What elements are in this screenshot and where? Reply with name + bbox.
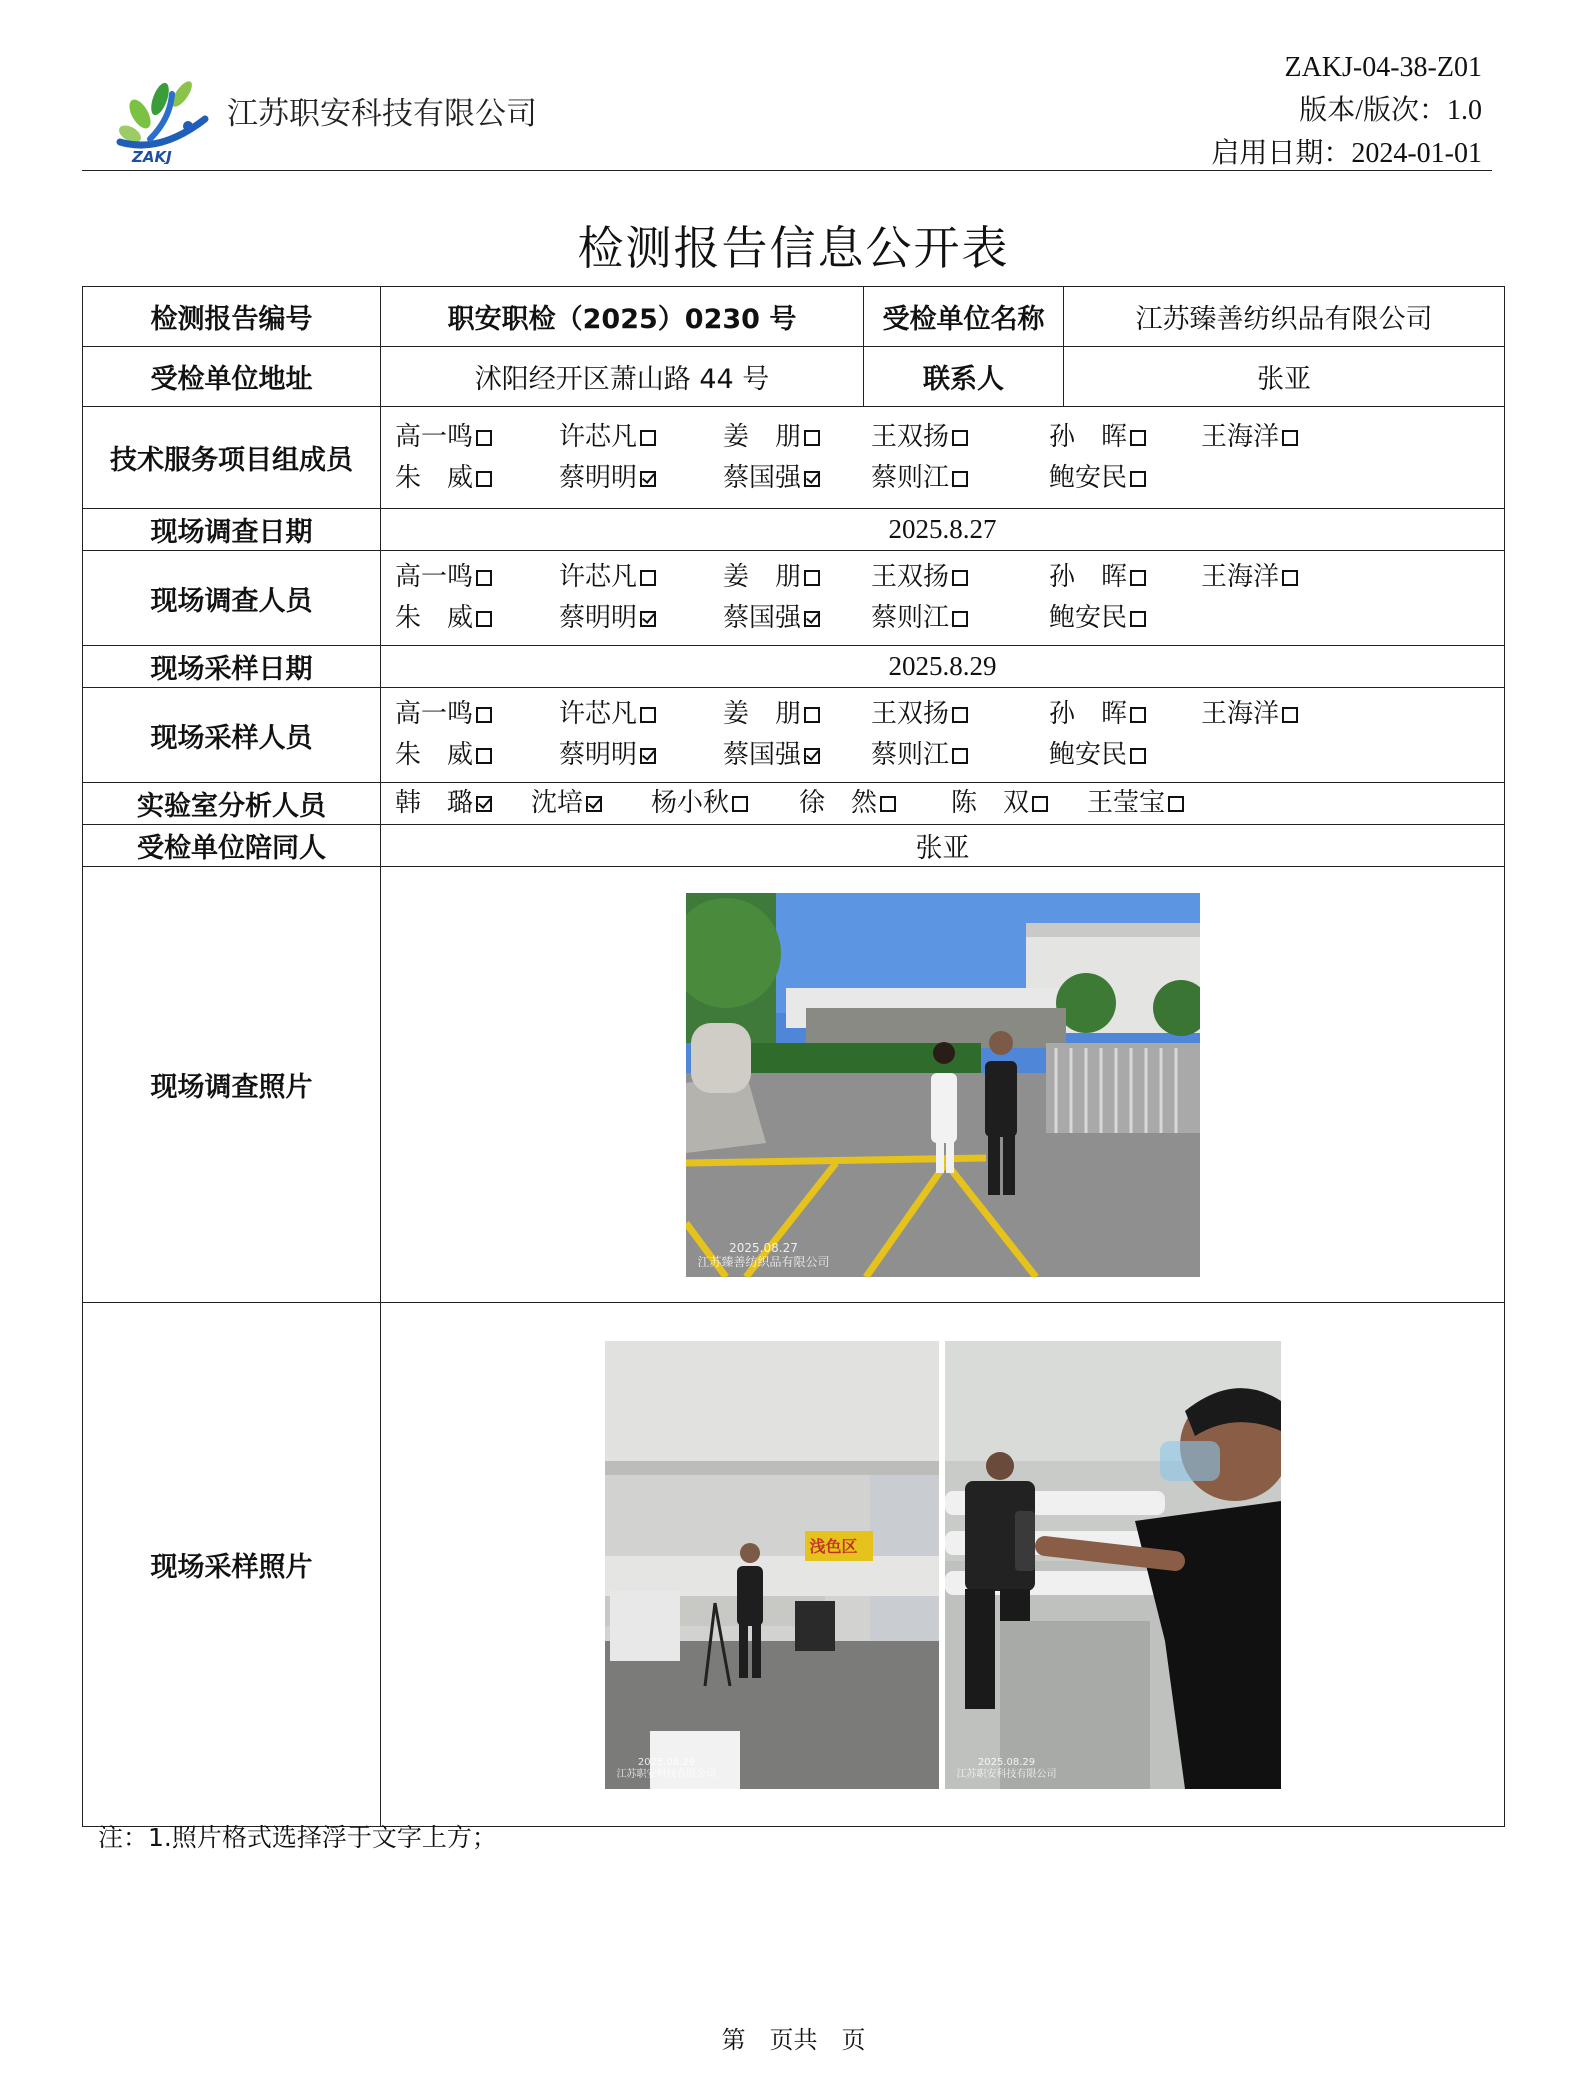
table-row — [83, 1303, 1505, 1827]
checkbox-icon[interactable] — [1130, 430, 1146, 446]
checkbox-checked-icon[interactable] — [586, 796, 602, 812]
checkbox-checked-icon[interactable] — [804, 471, 820, 487]
checkbox-checked-icon[interactable] — [476, 796, 492, 812]
team-label: 技术服务项目组成员 — [83, 407, 381, 509]
staff-name: 王海洋 — [1201, 699, 1280, 729]
checkbox-icon[interactable] — [476, 430, 492, 446]
unit-name-label: 受检单位名称 — [864, 287, 1064, 347]
company-name: 江苏职安科技有限公司 — [227, 96, 537, 132]
checkbox-icon[interactable] — [952, 570, 968, 586]
staff-name: 杨小秋 — [651, 788, 730, 818]
staff-name: 沈培 — [531, 788, 584, 818]
checkbox-icon[interactable] — [1130, 748, 1146, 764]
checkbox-checked-icon[interactable] — [640, 611, 656, 627]
checkbox-icon[interactable] — [732, 796, 748, 812]
staff-name: 许芯凡 — [559, 699, 638, 729]
companion-value: 张亚 — [381, 825, 1505, 867]
staff-name: 高一鸣 — [395, 699, 474, 729]
survey-photo — [686, 893, 1200, 1277]
checkbox-checked-icon[interactable] — [804, 748, 820, 764]
team-members — [381, 407, 1505, 509]
company-logo-icon — [110, 64, 220, 164]
doc-code: ZAKJ-04-38-Z01 — [1284, 52, 1482, 83]
logo-text: ZAKJ — [132, 148, 172, 164]
checkbox-icon[interactable] — [1130, 611, 1146, 627]
table-row — [83, 646, 1505, 688]
staff-name: 蔡国强 — [723, 462, 802, 493]
staff-name: 高一鸣 — [395, 421, 474, 452]
staff-name: 许芯凡 — [559, 562, 638, 592]
table-row — [83, 509, 1505, 551]
checkbox-icon[interactable] — [1130, 471, 1146, 487]
checkbox-icon[interactable] — [640, 707, 656, 723]
staff-name: 蔡国强 — [723, 603, 802, 633]
checkbox-checked-icon[interactable] — [804, 611, 820, 627]
staff-name: 鲍安民 — [1049, 740, 1128, 770]
sampling-staff — [381, 688, 1505, 783]
photo-watermark — [698, 1241, 830, 1269]
staff-name: 鲍安民 — [1049, 462, 1128, 493]
checkbox-icon[interactable] — [1168, 796, 1184, 812]
companion-label: 受检单位陪同人 — [83, 825, 381, 867]
checkbox-icon[interactable] — [1130, 570, 1146, 586]
lab-staff-label: 实验室分析人员 — [83, 783, 381, 825]
staff-name: 蔡明明 — [559, 462, 638, 493]
survey-photo-label: 现场调查照片 — [83, 867, 381, 1303]
sampling-photo-2 — [945, 1341, 1281, 1789]
survey-staff — [381, 551, 1505, 646]
checkbox-icon[interactable] — [476, 611, 492, 627]
staff-name: 王海洋 — [1201, 562, 1280, 592]
sampling-photo-2-image — [945, 1341, 1281, 1789]
checkbox-icon[interactable] — [1282, 430, 1298, 446]
checkbox-icon[interactable] — [1282, 570, 1298, 586]
staff-name: 孙 晖 — [1049, 562, 1128, 592]
sampling-date-label: 现场采样日期 — [83, 646, 381, 688]
staff-name: 王双扬 — [871, 421, 950, 452]
table-row — [83, 688, 1505, 783]
checkbox-icon[interactable] — [476, 748, 492, 764]
photo-watermark-date: 2025.08.29 — [637, 1756, 696, 1768]
staff-name: 王双扬 — [871, 699, 950, 729]
table-row — [83, 407, 1505, 509]
photo-watermark-date: 2025.08.27 — [729, 1240, 798, 1255]
staff-name: 朱 威 — [395, 603, 474, 633]
page-header — [82, 40, 1492, 171]
photo-watermark-place: 江苏臻善纺织品有限公司 — [697, 1254, 830, 1269]
survey-photo-cell — [381, 867, 1505, 1303]
sampling-photos — [605, 1341, 1281, 1789]
page-footer: 第 页共 页 — [721, 2026, 866, 2054]
staff-name: 朱 威 — [395, 740, 474, 770]
survey-staff-label: 现场调查人员 — [83, 551, 381, 646]
contact-value: 张亚 — [1064, 347, 1505, 407]
staff-name: 姜 朋 — [723, 699, 802, 729]
checkbox-icon[interactable] — [952, 707, 968, 723]
checkbox-icon[interactable] — [476, 707, 492, 723]
survey-photo-image — [686, 893, 1200, 1277]
photo-watermark — [617, 1757, 717, 1781]
checkbox-icon[interactable] — [640, 570, 656, 586]
doc-start-date: 启用日期：2024-01-01 — [1211, 138, 1482, 169]
checkbox-icon[interactable] — [804, 707, 820, 723]
checkbox-icon[interactable] — [804, 430, 820, 446]
staff-name: 姜 朋 — [723, 421, 802, 452]
staff-name: 孙 晖 — [1049, 421, 1128, 452]
table-row — [83, 347, 1505, 407]
staff-name: 陈 双 — [951, 788, 1030, 818]
unit-name-value: 江苏臻善纺织品有限公司 — [1064, 287, 1505, 347]
report-table — [82, 286, 1505, 1827]
staff-name: 孙 晖 — [1049, 699, 1128, 729]
table-row — [83, 825, 1505, 867]
sampling-photo-1 — [605, 1341, 939, 1789]
warehouse-sign: 浅色区 — [809, 1536, 858, 1556]
checkbox-icon[interactable] — [476, 471, 492, 487]
checkbox-checked-icon[interactable] — [640, 471, 656, 487]
staff-name: 蔡则江 — [871, 603, 950, 633]
survey-date-value: 2025.8.27 — [381, 509, 1505, 551]
checkbox-icon[interactable] — [1130, 707, 1146, 723]
address-value: 沭阳经开区萧山路 44 号 — [381, 347, 864, 407]
checkbox-icon[interactable] — [952, 471, 968, 487]
footnote: 注：1.照片格式选择浮于文字上方； — [98, 1823, 497, 1852]
table-row — [83, 551, 1505, 646]
checkbox-icon[interactable] — [952, 611, 968, 627]
staff-name: 蔡国强 — [723, 740, 802, 770]
sampling-photo-1-image — [605, 1341, 939, 1789]
survey-date-label: 现场调查日期 — [83, 509, 381, 551]
photo-watermark — [957, 1757, 1057, 1781]
checkbox-checked-icon[interactable] — [640, 748, 656, 764]
checkbox-icon[interactable] — [804, 570, 820, 586]
doc-version: 版本/版次：1.0 — [1299, 95, 1482, 126]
address-label: 受检单位地址 — [83, 347, 381, 407]
photo-watermark-place: 江苏职安科技有限公司 — [616, 1768, 717, 1780]
staff-name: 蔡则江 — [871, 462, 950, 493]
table-row — [83, 783, 1505, 825]
sampling-photo-label: 现场采样照片 — [83, 1303, 381, 1827]
table-row — [83, 867, 1505, 1303]
staff-name: 蔡则江 — [871, 740, 950, 770]
photo-watermark-date: 2025.08.29 — [977, 1756, 1036, 1768]
checkbox-icon[interactable] — [640, 430, 656, 446]
sampling-staff-label: 现场采样人员 — [83, 688, 381, 783]
checkbox-icon[interactable] — [952, 430, 968, 446]
sampling-photo-cell — [381, 1303, 1505, 1827]
staff-name: 王双扬 — [871, 562, 950, 592]
staff-name: 许芯凡 — [559, 421, 638, 452]
table-row — [83, 287, 1505, 347]
staff-name: 鲍安民 — [1049, 603, 1128, 633]
page-title: 检测报告信息公开表 — [577, 221, 1010, 275]
staff-name: 朱 威 — [395, 462, 474, 493]
staff-name: 姜 朋 — [723, 562, 802, 592]
staff-name: 高一鸣 — [395, 562, 474, 592]
staff-name: 徐 然 — [799, 788, 878, 818]
staff-name: 蔡明明 — [559, 603, 638, 633]
photo-watermark-place: 江苏职安科技有限公司 — [956, 1768, 1057, 1780]
staff-name: 韩 璐 — [395, 788, 474, 818]
checkbox-icon[interactable] — [1282, 707, 1298, 723]
report-no-value: 职安职检（2025）0230 号 — [381, 287, 864, 347]
staff-name: 王海洋 — [1201, 421, 1280, 452]
report-no-label: 检测报告编号 — [83, 287, 381, 347]
checkbox-icon[interactable] — [880, 796, 896, 812]
checkbox-icon[interactable] — [1032, 796, 1048, 812]
checkbox-icon[interactable] — [952, 748, 968, 764]
staff-name: 王莹宝 — [1087, 788, 1166, 818]
contact-label: 联系人 — [864, 347, 1064, 407]
lab-staff — [381, 783, 1505, 825]
document-meta — [1211, 46, 1482, 175]
staff-name: 蔡明明 — [559, 740, 638, 770]
sampling-date-value: 2025.8.29 — [381, 646, 1505, 688]
checkbox-icon[interactable] — [476, 570, 492, 586]
